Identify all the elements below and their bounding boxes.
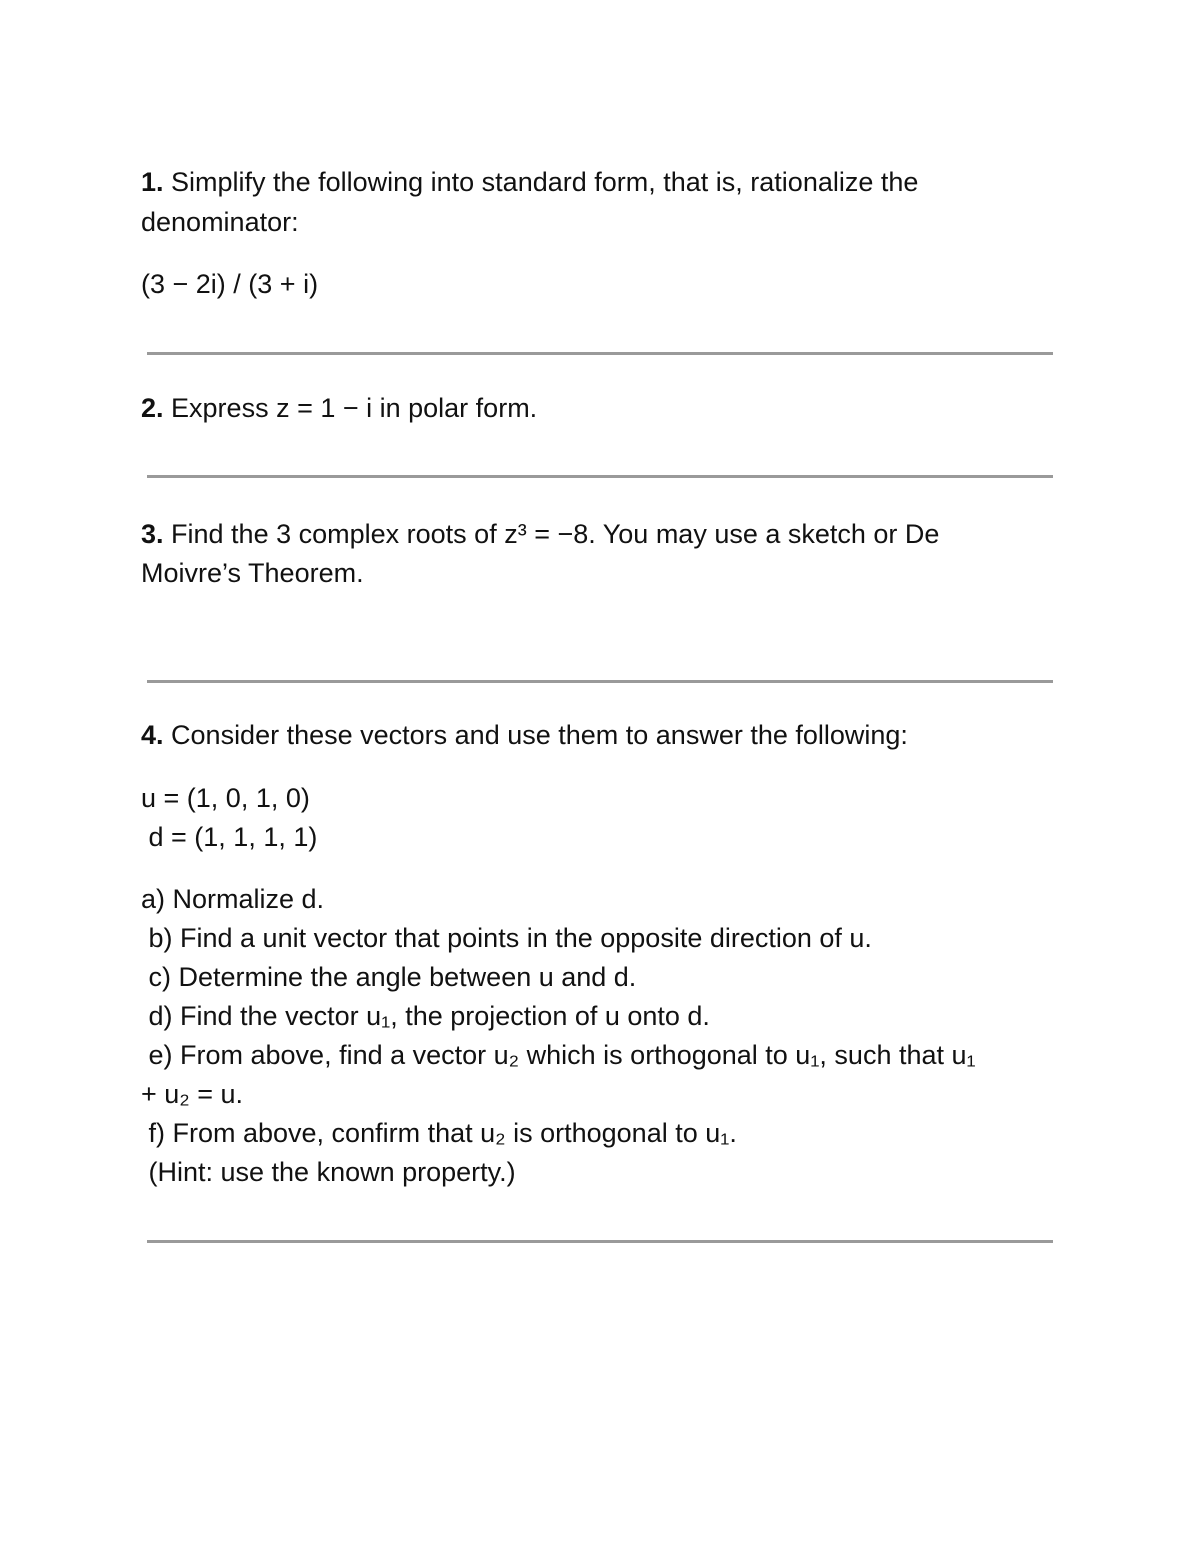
question-1-expression: (3 − 2i) / (3 + i) [141,269,319,299]
question-2-line-1 [141,392,537,424]
part-d: d) Find the vector u₁, the projection of u onto d. [141,1001,710,1031]
part-f: f) From above, confirm that u₂ is orthogonal to u₁. [141,1118,737,1148]
part-b: b) Find a unit vector that points in the opposite direction of u. [141,923,872,953]
vector-d: d = (1, 1, 1, 1) [141,822,318,852]
question-4-line-1 [141,719,908,751]
hint-text: (Hint: use the known property.) [141,1157,516,1187]
vector-u: u = (1, 0, 1, 0) [141,783,310,813]
question-2-text: Express z = 1 − i in polar form. [163,393,538,423]
question-3-line-1 [141,518,939,550]
question-3-text: Find the 3 complex roots of z³ = −8. You may use a sketch or De [163,519,940,549]
part-e-line-1: e) From above, find a vector u₂ which is orthogonal to u₁, such that u₁ [141,1040,976,1070]
question-1-line-2: denominator: [141,207,299,237]
question-4-text: Consider these vectors and use them to answer the following: [163,720,908,750]
question-2-number: 2. [141,393,164,423]
question-1-text: Simplify the following into standard form, that is, rationalize the [163,167,919,197]
answer-divider-4 [147,1240,1053,1243]
question-3-line-2: Moivre’s Theorem. [141,558,364,588]
part-a: a) Normalize d. [141,884,325,914]
question-1-number: 1. [141,167,164,197]
question-4-number: 4. [141,720,164,750]
answer-divider-3 [147,680,1053,683]
answer-divider-2 [147,475,1053,478]
part-e-line-2: + u₂ = u. [141,1079,244,1109]
question-1-line-1 [141,166,918,198]
question-3-number: 3. [141,519,164,549]
part-c: c) Determine the angle between u and d. [141,962,637,992]
answer-divider-1 [147,352,1053,355]
